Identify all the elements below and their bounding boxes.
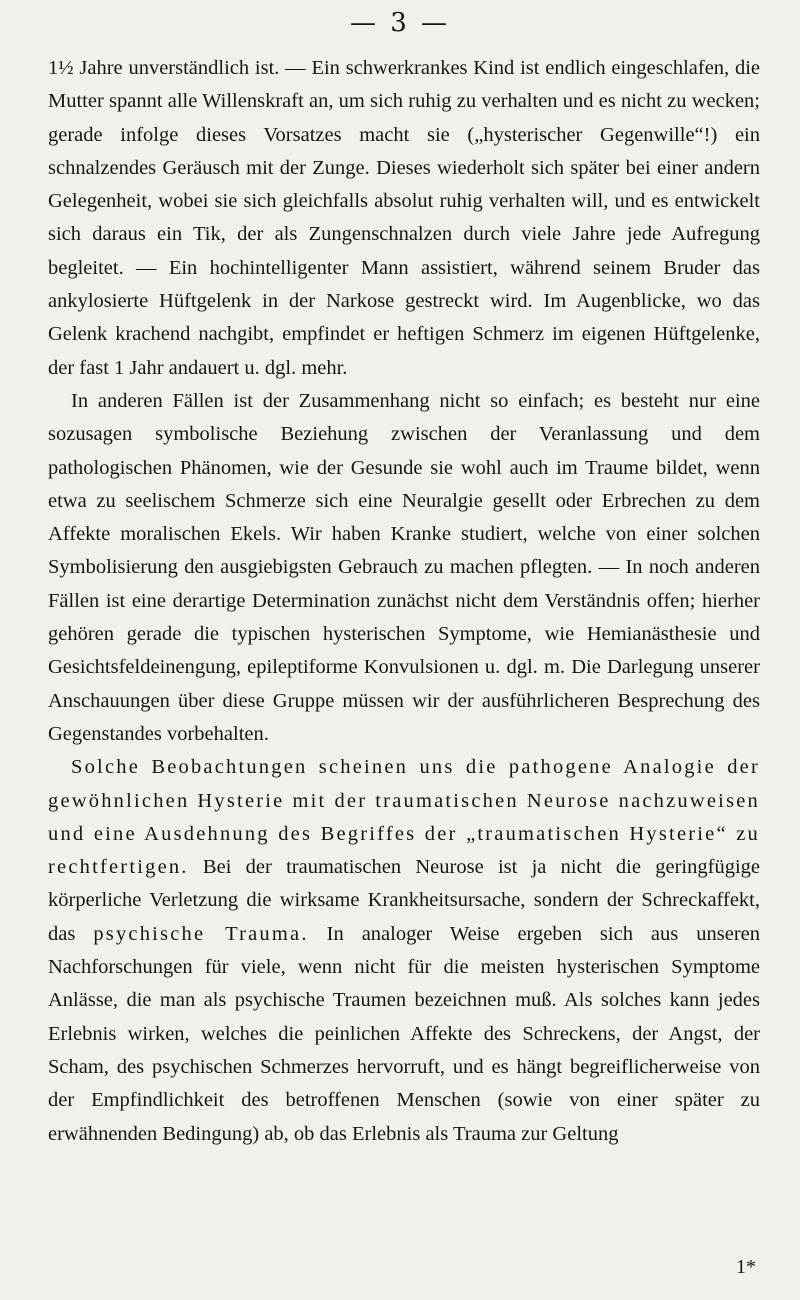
paragraph-3-text-part-1: Bei der traumatischen Neurose ist ja nicht die geringfügige körperliche Verletzung die wirksame Krankheitsursache, sondern der Schreckaffekt, das (48, 856, 760, 945)
paragraph-3-spaced-term: psychische Trauma. (93, 922, 309, 945)
page-body-text (48, 52, 760, 1151)
paragraph-3-text-part-2: In analoger Weise ergeben sich aus unseren Nachforschungen für viele, wenn nicht für die meisten hysterischen Symptome Anlässe, die man als psychische Traumen bezeichnen muß. Als solches kann jedes Erlebnis wirken, welches die peinlichen Affekte des Schreckens, der Angst, der Scham, des psychischen Schmerzes hervorruft, und es hängt begreiflicherweise von der Empfindlichkeit des betroffenen Menschen (sowie von einer später zu erwähnenden Bedingung) ab, ob das Erlebnis als Trauma zur Geltung (48, 922, 761, 1145)
paragraph-3-spaced-thesis: Solche Beobachtungen scheinen uns die pathogene Analogie der gewöhnlichen Hysterie mit der traumatischen Neurose nachzuweisen und eine Ausdehnung des Begriffes der „traumatischen Hysterie“ zu rechtfertigen. (48, 756, 760, 879)
printer-signature-mark: 1* (736, 1256, 756, 1278)
paragraph-1: 1½ Jahre unverständlich ist. — Ein schwerkrankes Kind ist endlich eingeschlafen, die Mutter spannt alle Willenskraft an, um sich ruhig zu verhalten und es nicht zu wecken; gerade infolge dieses Vorsatzes macht sie („hysterischer Gegenwille“!) ein schnalzendes Geräusch mit der Zunge. Dieses wiederholt sich später bei einer andern Gelegenheit, wobei sie sich gleichfalls absolut ruhig verhalten will, und es entwickelt sich daraus ein Tik, der als Zungenschnalzen durch viele Jahre jede Aufregung begleitet. — Ein hochintelligenter Mann assistiert, während seinem Bruder das ankylosierte Hüftgelenk in der Narkose gestreckt wird. Im Augenblicke, wo das Gelenk krachend nachgibt, empfindet er heftigen Schmerz im eigenen Hüftgelenke, der fast 1 Jahr andauert u. dgl. mehr. (48, 57, 760, 379)
page-number-header: — 3 — (349, 8, 451, 38)
paragraph-2: In anderen Fällen ist der Zusammenhang nicht so einfach; es besteht nur eine sozusagen symbolische Beziehung zwischen der Veranlassung und dem pathologischen Phänomen, wie der Gesunde sie wohl auch im Traume bildet, wenn etwa zu seelischem Schmerze sich eine Neuralgie gesellt oder Erbrechen zu dem Affekte moralischen Ekels. Wir haben Kranke studiert, welche von einer solchen Symbolisierung den ausgiebigsten Gebrauch zu machen pflegten. — In noch anderen Fällen ist eine derartige Determination zunächst nicht dem Verständnis offen; hierher gehören gerade die typischen hysterischen Symptome, wie Hemianästhesie und Gesichtsfeldeinengung, epileptiforme Konvulsionen u. dgl. m. Die Darlegung unserer Anschauungen über diese Gruppe müssen wir der ausführlicheren Besprechung des Gegenstandes vorbehalten. (48, 389, 760, 745)
paragraph-3 (48, 751, 760, 1151)
